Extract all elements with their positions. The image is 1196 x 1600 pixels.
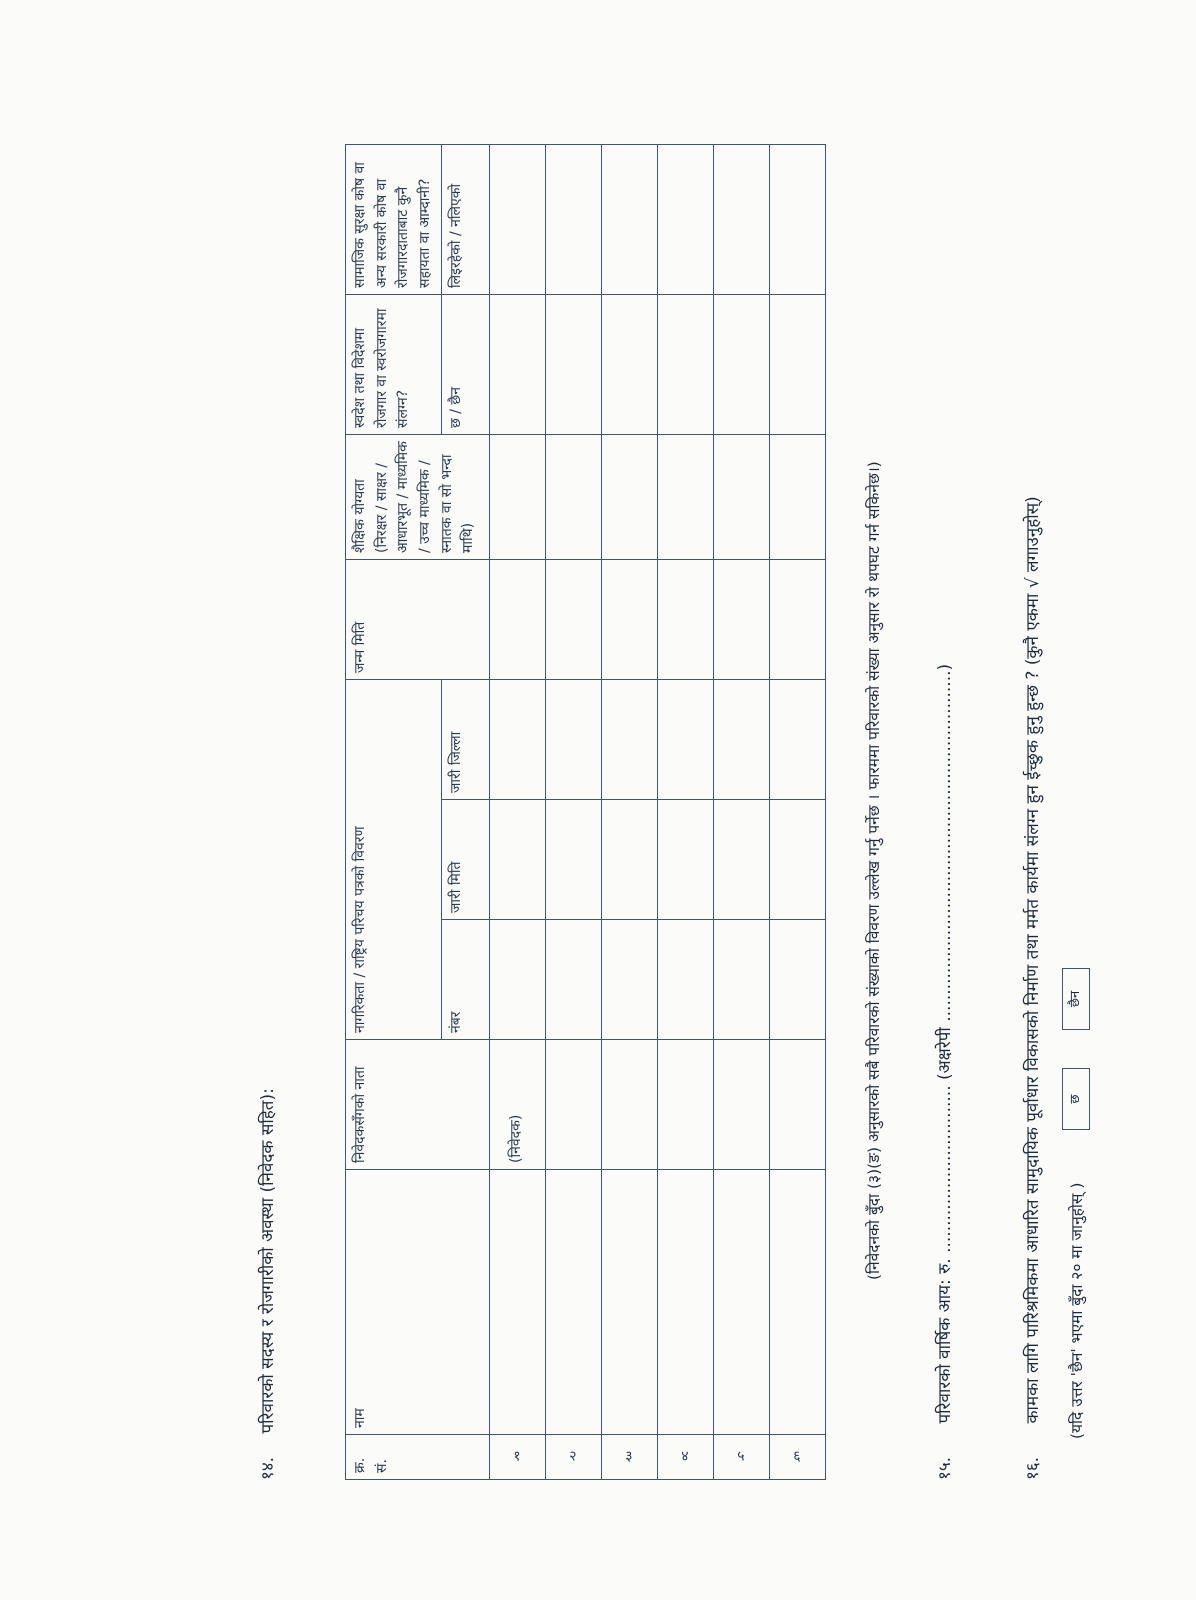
cell-social[interactable] [713, 145, 769, 295]
table-row [601, 145, 657, 1480]
cell-social[interactable] [657, 145, 713, 295]
cell-cit-district[interactable] [601, 680, 657, 800]
cell-education[interactable] [545, 435, 601, 560]
cell-dob[interactable] [545, 560, 601, 680]
cell-name[interactable] [489, 1170, 545, 1435]
family-members-table [345, 144, 826, 1480]
header-citizenship: नागरिकता / राष्ट्रिय परिचय पत्रको विवरण [346, 680, 442, 1040]
q16-note: (यदि उत्तर 'छैन' भएमा बुँदा २० मा जानुहोस् ) [1068, 1182, 1086, 1439]
q15-words-label: (अक्षरेपी [935, 1027, 955, 1080]
cell-cit-date[interactable] [769, 800, 825, 920]
cell-cit-number[interactable] [769, 920, 825, 1040]
cell-education[interactable] [769, 435, 825, 560]
table-row [713, 145, 769, 1480]
cell-cit-district[interactable] [657, 680, 713, 800]
cell-relation[interactable]: (निवेदक) [489, 1040, 545, 1170]
cell-dob[interactable] [769, 560, 825, 680]
cell-relation[interactable] [657, 1040, 713, 1170]
table-row [769, 145, 825, 1480]
option-no-checkbox[interactable]: छैन [1062, 968, 1090, 1030]
option-yes-checkbox[interactable]: छ [1062, 1068, 1090, 1130]
cell-employment[interactable] [657, 295, 713, 435]
cell-cit-number[interactable] [489, 920, 545, 1040]
q16-text: कामका लागि पारिश्रमिकमा आधारित सामुदायिक पूर्वाधार विकासको निर्माण तथा मर्मत कार्यमा संलग्न हुन ईच्छुक हुनु हुन्छ ? (कुनै एकमा √ लगाउनुहोस्) [1023, 496, 1043, 1424]
cell-dob[interactable] [713, 560, 769, 680]
cell-employment[interactable] [489, 295, 545, 435]
header-social-security: सामाजिक सुरक्षा कोष वा अन्य सरकारी कोष वा रोजगारदाताबाट कुनै सहायता वा आम्दानी? [346, 145, 442, 295]
cell-name[interactable] [657, 1170, 713, 1435]
q15-number: १५. [935, 1456, 955, 1480]
table-footnote: (निवेदनको बुँदा (३)(ङ) अनुसारको सबै परिवारको संख्याको विवरण उल्लेख गर्नु पर्नेछ । फारममा परिवारको संख्या अनुसार रो थपघट गर्न सकिनेछ।) [865, 461, 883, 1280]
header-education: शैक्षिक योग्यता (निरक्षर / साक्षर / आधारभूत / माध्यमिक / उच्च माध्यमिक / स्नातक वा सो भन्दा माथि) [346, 435, 490, 560]
table-row [489, 145, 545, 1480]
section-number: १४. [258, 1456, 278, 1480]
header-employment: स्वदेश तथा विदेशमा रोजगार वा स्वरोजगारमा संलग्न? [346, 295, 442, 435]
cell-cit-date[interactable] [545, 800, 601, 920]
header-social-options: लिइरहेको / नलिएको [441, 145, 489, 295]
cell-cit-date[interactable] [489, 800, 545, 920]
cell-employment[interactable] [713, 295, 769, 435]
q16-number: १६. [1023, 1456, 1043, 1480]
cell-cit-district[interactable] [489, 680, 545, 800]
cell-cit-number[interactable] [657, 920, 713, 1040]
cell-dob[interactable] [601, 560, 657, 680]
row-serial: २ [545, 1435, 601, 1480]
cell-cit-number[interactable] [601, 920, 657, 1040]
cell-social[interactable] [769, 145, 825, 295]
cell-cit-district[interactable] [713, 680, 769, 800]
cell-name[interactable] [601, 1170, 657, 1435]
cell-social[interactable] [545, 145, 601, 295]
row-serial: ६ [769, 1435, 825, 1480]
cell-social[interactable] [601, 145, 657, 295]
cell-education[interactable] [657, 435, 713, 560]
cell-employment[interactable] [601, 295, 657, 435]
q16-question [1020, 496, 1043, 1480]
cell-relation[interactable] [713, 1040, 769, 1170]
cell-dob[interactable] [489, 560, 545, 680]
row-serial: ३ [601, 1435, 657, 1480]
cell-relation[interactable] [769, 1040, 825, 1170]
row-serial: १ [489, 1435, 545, 1480]
cell-relation[interactable] [601, 1040, 657, 1170]
cell-cit-date[interactable] [601, 800, 657, 920]
cell-name[interactable] [545, 1170, 601, 1435]
cell-cit-date[interactable] [657, 800, 713, 920]
header-name: नाम [346, 1170, 490, 1435]
cell-cit-district[interactable] [545, 680, 601, 800]
q15-label: परिवारको वार्षिक आय: रु. [935, 1258, 955, 1424]
cell-name[interactable] [713, 1170, 769, 1435]
cell-education[interactable] [601, 435, 657, 560]
cell-cit-date[interactable] [713, 800, 769, 920]
cell-name[interactable] [769, 1170, 825, 1435]
cell-employment[interactable] [545, 295, 601, 435]
header-relation: निवेदकसँगको नाता [346, 1040, 490, 1170]
cell-employment[interactable] [769, 295, 825, 435]
row-serial: ५ [713, 1435, 769, 1480]
table-row [545, 145, 601, 1480]
header-cit-number: नंबर [441, 920, 489, 1040]
header-serial: क्र. सं. [346, 1435, 490, 1480]
q15-annual-income [932, 664, 955, 1480]
income-words-field[interactable]: .................................................................) [935, 663, 955, 1022]
header-employment-options: छ / छैन [441, 295, 489, 435]
header-cit-district: जारी जिल्ला [441, 680, 489, 800]
cell-dob[interactable] [657, 560, 713, 680]
header-dob: जन्म मिति [346, 560, 490, 680]
table-row [657, 145, 713, 1480]
cell-education[interactable] [489, 435, 545, 560]
section-title: परिवारको सदस्य र रोजगारीको अवस्था (निवेदक सहित): [258, 1088, 278, 1434]
row-serial: ४ [657, 1435, 713, 1480]
cell-cit-number[interactable] [713, 920, 769, 1040]
cell-cit-number[interactable] [545, 920, 601, 1040]
section-14-heading [255, 1088, 278, 1480]
income-figure-field[interactable]: ............................... [935, 1085, 955, 1253]
header-cit-date: जारी मिति [441, 800, 489, 920]
cell-relation[interactable] [545, 1040, 601, 1170]
cell-education[interactable] [713, 435, 769, 560]
cell-social[interactable] [489, 145, 545, 295]
cell-cit-district[interactable] [769, 680, 825, 800]
